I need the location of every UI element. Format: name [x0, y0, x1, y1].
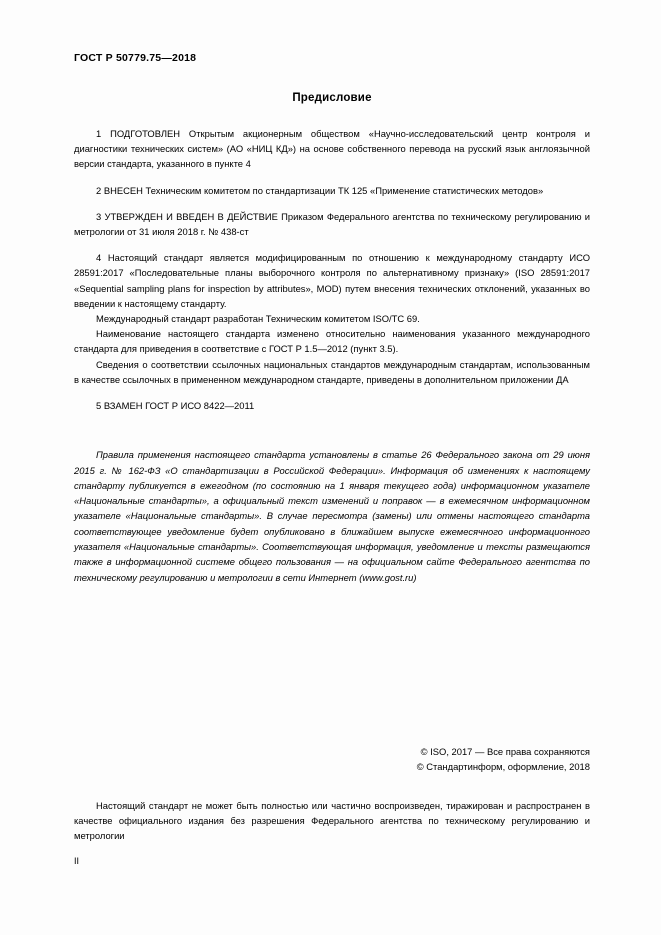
- reproduction-notice: Настоящий стандарт не может быть полностью или частично воспроизведен, тиражирован и распространен в качестве официального издания без разрешения Федерального агентства по техническому регулированию и метрологии: [74, 800, 590, 842]
- paragraph-5: 5 ВЗАМЕН ГОСТ Р ИСО 8422—2011: [96, 400, 255, 412]
- page-title: Предисловие: [292, 92, 372, 104]
- page-number: II: [74, 856, 80, 866]
- application-rules-note: Правила применения настоящего стандарта установлены в статье 26 Федерального закона от 29 июня 2015 г. № 162-ФЗ «О стандартизации в Российской Федерации». Информация об изменениях к настоящему стандарту публикуется в ежегодном (по состоянию на 1 января текущего года) информационном указателе «Национальные стандарты», а официальный текст изменений и поправок — в ежемесячном информационном указателе «Национальные стандарты». В случае пересмотра (замены) или отмены настоящего стандарта соответствующее уведомление будет опубликовано в ближайшем выпуске ежемесячного информационного указателя «Национальные стандарты». Соответствующая информация, уведомление и тексты размещаются также в информационной системе общего пользования — на официальном сайте Федерального агентства по техническому регулированию и метрологии в сети Интернет (www.gost.ru): [74, 449, 590, 583]
- standard-number-header: ГОСТ Р 50779.75—2018: [74, 52, 197, 64]
- paragraph-4: 4 Настоящий стандарт является модифицированным по отношению к международному стандарту ИСО 28591:2017 «Последовательные планы выборочного контроля по альтернативному признаку» (ISO 28591:2017 «Sequential sampling plans for inspection by attributes», MOD) путем внесения технических отклонений, указанных во введении к настоящему стандарту.: [74, 252, 590, 309]
- copyright-iso: © ISO, 2017 — Все права сохраняются: [420, 746, 590, 757]
- copyright-block: [230, 744, 590, 774]
- document-content: [74, 52, 590, 594]
- paragraph-4c: Сведения о соответствии ссылочных национальных стандартов международным стандартам, использованным в качестве ссылочных в примененном международном стандарте, приведены в дополнительном приложении ДА: [74, 358, 590, 385]
- copyright-standartinform: © Стандартинформ, оформление, 2018: [416, 761, 590, 772]
- paragraph-4b: Наименование настоящего стандарта изменено относительно наименования указанного международного стандарта для приведения в соответствие с ГОСТ Р 1.5—2012 (пункт 3.5).: [74, 328, 590, 355]
- paragraph-2: 2 ВНЕСЕН Техническим комитетом по стандартизации ТК 125 «Применение статистических методов»: [96, 184, 544, 196]
- paragraph-1: 1 ПОДГОТОВЛЕН Открытым акционерным обществом «Научно-исследовательский центр контроля и диагностики технических систем» (АО «НИЦ КД») на основе собственного перевода на русский язык англоязычной версии стандарта, указанного в пункте 4: [74, 128, 590, 170]
- paragraph-4a: Международный стандарт разработан Техническим комитетом ISO/TC 69.: [96, 313, 420, 325]
- paragraph-3: 3 УТВЕРЖДЕН И ВВЕДЕН В ДЕЙСТВИЕ Приказом Федерального агентства по техническому регулированию и метрологии от 31 июля 2018 г. № 438-ст: [74, 210, 590, 238]
